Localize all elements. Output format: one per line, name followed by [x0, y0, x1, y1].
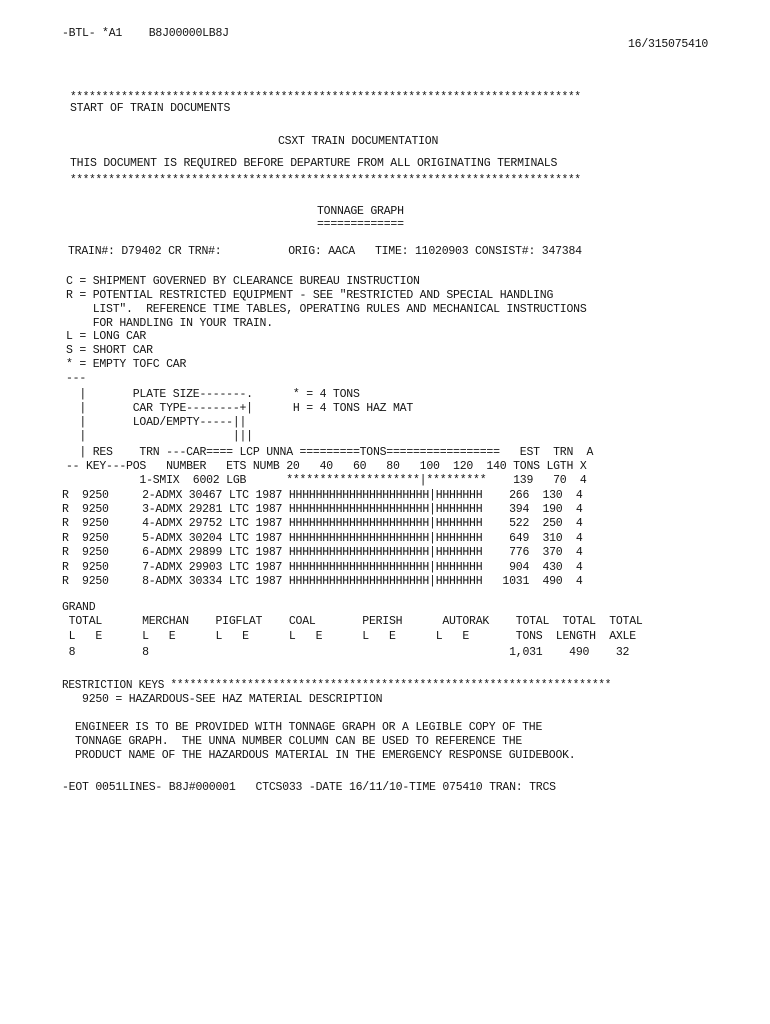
stars-divider-top: ******************************************************************************** — [70, 91, 581, 104]
restriction-key-line: 9250 = HAZARDOUS-SEE HAZ MATERIAL DESCRIPTION — [62, 692, 383, 706]
table-row: R 9250 7-ADMX 29903 LTC 1987 HHHHHHHHHHHHHHHHHHHHH|HHHHHHH 904 430 4 — [62, 560, 583, 574]
table-row: R 9250 2-ADMX 30467 LTC 1987 HHHHHHHHHHHHHHHHHHHHH|HHHHHHH 266 130 4 — [62, 488, 583, 502]
eot-line: -EOT 0051LINES- B8J#000001 CTCS033 -DATE 16/11/10-TIME 075410 TRAN: TRCS — [62, 780, 556, 794]
engineer-note-line: PRODUCT NAME OF THE HAZARDOUS MATERIAL IN THE EMERGENCY RESPONSE GUIDEBOOK. — [75, 748, 576, 762]
legend-line: S = SHORT CAR — [66, 343, 153, 357]
key-diagram-line: | LOAD/EMPTY-----|| — [66, 415, 247, 429]
table-row: R 9250 4-ADMX 29752 LTC 1987 HHHHHHHHHHHHHHHHHHHHH|HHHHHHH 522 250 4 — [62, 516, 583, 530]
engineer-note-line: ENGINEER IS TO BE PROVIDED WITH TONNAGE GRAPH OR A LEGIBLE COPY OF THE — [75, 720, 543, 734]
table-row: R 9250 3-ADMX 29281 LTC 1987 HHHHHHHHHHHHHHHHHHHHH|HHHHHHH 394 190 4 — [62, 502, 583, 516]
grand-total-headers: TOTAL MERCHAN PIGFLAT COAL PERISH AUTORAK TOTAL TOTAL TOTAL — [62, 614, 643, 628]
legend-line: FOR HANDLING IN YOUR TRAIN. — [66, 316, 273, 330]
start-of-documents: START OF TRAIN DOCUMENTS — [70, 101, 231, 115]
tonnage-graph-underline: ============= — [317, 217, 404, 231]
engineer-note-line: TONNAGE GRAPH. THE UNNA NUMBER COLUMN CAN BE USED TO REFERENCE THE — [75, 734, 523, 748]
header-right-text: 16/315075410 — [628, 37, 709, 51]
legend-line: R = POTENTIAL RESTRICTED EQUIPMENT - SEE "RESTRICTED AND SPECIAL HANDLING — [66, 288, 554, 302]
key-diagram-line: | CAR TYPE--------+| H = 4 TONS HAZ MAT — [66, 401, 414, 415]
restriction-keys-header: RESTRICTION KEYS ********************************************************************* — [62, 679, 612, 692]
legend-line: --- — [66, 371, 87, 385]
key-diagram-line: | PLATE SIZE-------. * = 4 TONS — [66, 387, 360, 401]
key-diagram-line: | ||| — [66, 429, 253, 443]
table-row: 1-SMIX 6002 LGB ********************|********* 139 70 4 — [66, 473, 587, 487]
train-info-line: TRAIN#: D79402 CR TRN#: ORIG: AACA TIME: 11020903 CONSIST#: 347384 — [68, 244, 582, 258]
legend-line: L = LONG CAR — [66, 329, 147, 343]
legend-line: C = SHIPMENT GOVERNED BY CLEARANCE BUREAU INSTRUCTION — [66, 274, 420, 288]
document-title: CSXT TRAIN DOCUMENTATION — [278, 134, 439, 148]
table-header-line: | RES TRN ---CAR==== LCP UNNA =========TONS================= EST TRN A — [66, 445, 594, 459]
legend-line: LIST". REFERENCE TIME TABLES, OPERATING RULES AND MECHANICAL INSTRUCTIONS — [66, 302, 587, 316]
table-row: R 9250 8-ADMX 30334 LTC 1987 HHHHHHHHHHHHHHHHHHHHH|HHHHHHH 1031 490 4 — [62, 574, 583, 588]
tonnage-graph-title: TONNAGE GRAPH — [317, 204, 404, 218]
grand-total-subheaders: L E L E L E L E L E L E TONS LENGTH AXLE — [62, 629, 636, 643]
required-notice: THIS DOCUMENT IS REQUIRED BEFORE DEPARTURE FROM ALL ORIGINATING TERMINALS — [70, 156, 558, 170]
table-header-line: -- KEY---POS NUMBER ETS NUMB 20 40 60 80 100 120 140 TONS LGTH X — [66, 459, 587, 473]
table-row: R 9250 5-ADMX 30204 LTC 1987 HHHHHHHHHHHHHHHHHHHHH|HHHHHHH 649 310 4 — [62, 531, 583, 545]
table-row: R 9250 6-ADMX 29899 LTC 1987 HHHHHHHHHHHHHHHHHHHHH|HHHHHHH 776 370 4 — [62, 545, 583, 559]
grand-total-values: 8 8 1,031 490 32 — [62, 645, 630, 659]
legend-line: * = EMPTY TOFC CAR — [66, 357, 187, 371]
grand-total-label: GRAND — [62, 600, 96, 614]
header-left-text: -BTL- *A1 B8J00000LB8J — [62, 26, 229, 40]
stars-divider-mid: ******************************************************************************** — [70, 174, 581, 187]
